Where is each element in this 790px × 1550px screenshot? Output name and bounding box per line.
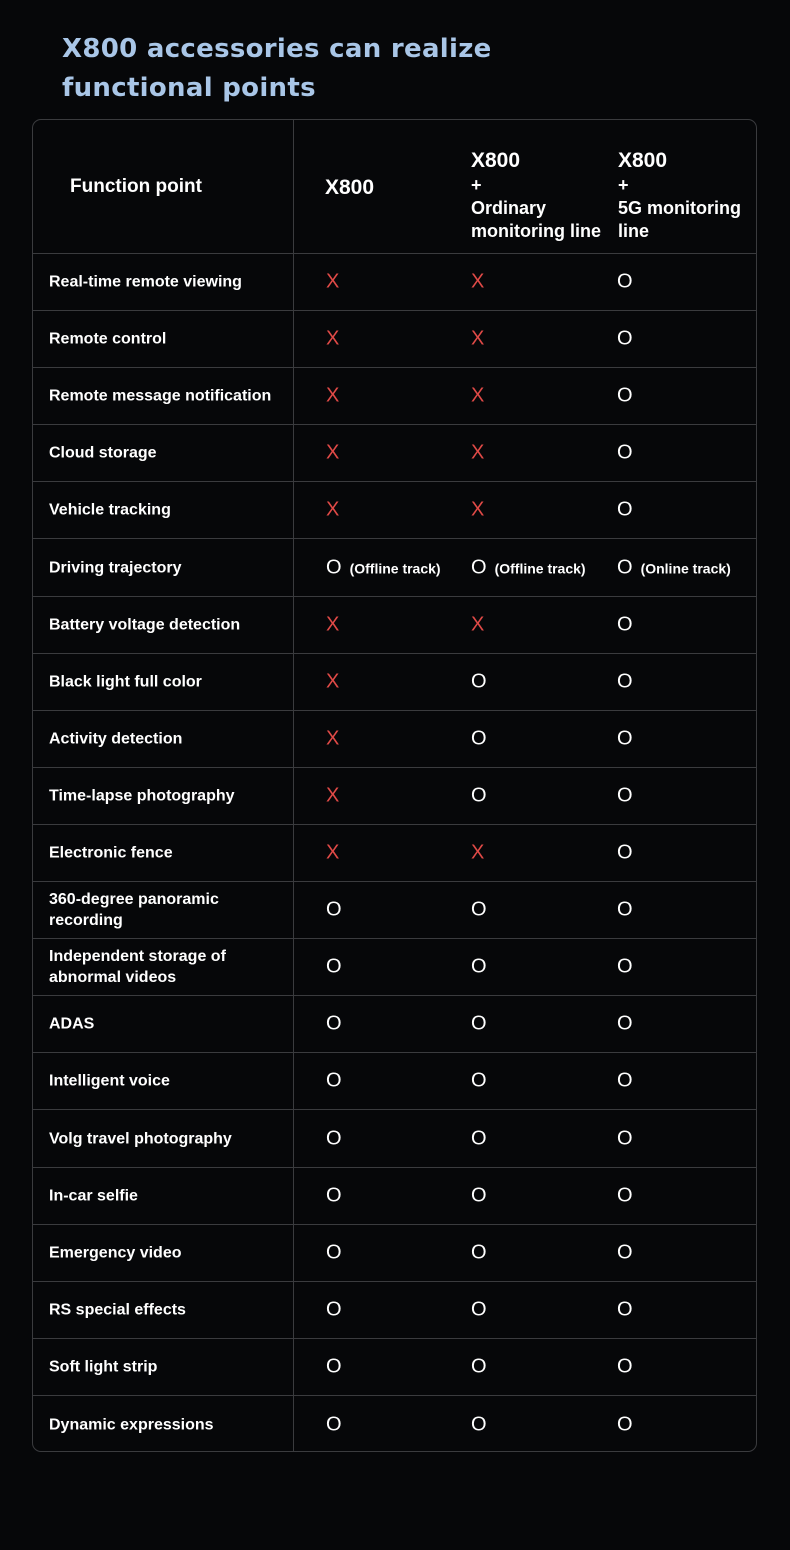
supported-mark [326,1355,342,1378]
mark-symbol: O [471,727,487,750]
mark-symbol: O [617,556,633,579]
mark-symbol: O [471,955,487,978]
mark-symbol: O [617,1241,633,1264]
supported-mark [617,328,633,351]
mark-symbol: X [326,327,340,350]
mark-symbol: X [326,841,340,864]
header-function-point: Function point [70,176,202,197]
unsupported-mark [471,842,484,865]
unsupported-mark [326,271,339,294]
mark-symbol: X [326,270,340,293]
header-col1-model: X800 [325,176,375,199]
table-row [33,825,756,882]
supported-mark [471,1298,487,1321]
mark-symbol: O [617,784,633,807]
header-col2-plus: + [471,175,482,195]
unsupported-mark [471,385,484,408]
mark-symbol: O [617,498,633,521]
title-line-1: X800 accessories can realize [62,34,492,64]
supported-mark [617,842,633,865]
unsupported-mark [326,385,339,408]
mark-symbol: O [617,441,633,464]
table-row [33,540,756,597]
header-col2-line2: monitoring line [471,221,601,241]
supported-mark [471,727,487,750]
table-row [33,996,756,1053]
mark-symbol: X [326,727,340,750]
function-name: Activity detection [49,730,183,748]
supported-mark [617,613,633,636]
unsupported-mark [326,442,339,465]
supported-mark [471,1127,487,1150]
mark-symbol: O [326,898,342,921]
supported-mark [617,784,633,807]
mark-symbol: O [326,1355,342,1378]
header-col-5g [618,148,741,243]
mark-symbol: O [471,898,487,921]
mark-symbol: O [471,784,487,807]
unsupported-mark [326,613,339,636]
supported-mark [326,1070,342,1093]
function-name: Volg travel photography [49,1130,232,1148]
comparison-table [32,119,757,1452]
header-col-ordinary [471,148,601,243]
title-line-2: functional points [62,73,316,103]
supported-mark [471,1355,487,1378]
table-row [33,368,756,425]
mark-symbol: O [617,613,633,636]
supported-mark [617,442,633,465]
function-name: Black light full color [49,673,202,691]
header-col2-model: X800 [471,149,521,172]
mark-symbol: X [471,613,485,636]
supported-mark [326,1184,342,1207]
table-row [33,1282,756,1339]
mark-symbol: O [471,1184,487,1207]
mark-symbol: X [471,841,485,864]
mark-symbol: O [617,1127,633,1150]
mark-symbol: O [617,1413,633,1436]
mark-symbol: O [471,1355,487,1378]
table-row [33,711,756,768]
mark-symbol: O [471,1127,487,1150]
supported-mark [471,1184,487,1207]
supported-mark [471,956,487,979]
mark-symbol: O [617,270,633,293]
mark-symbol: O [326,955,342,978]
supported-mark [617,1184,633,1207]
function-name: Cloud storage [49,444,157,462]
mark-symbol: O [471,670,487,693]
mark-symbol: O [471,556,487,579]
mark-symbol: X [471,498,485,521]
supported-mark [326,1241,342,1264]
function-name: Remote message notification [49,387,272,405]
mark-symbol: X [326,441,340,464]
track-note: (Offline track) [494,560,586,577]
supported-mark [471,899,487,922]
supported-mark [326,1413,342,1436]
mark-symbol: O [326,1413,342,1436]
supported-mark [471,556,586,579]
table-row [33,597,756,654]
page-title [62,30,662,108]
supported-mark [326,1127,342,1150]
function-name: Electronic fence [49,844,173,862]
mark-symbol: X [471,327,485,350]
unsupported-mark [326,727,339,750]
supported-mark [471,1413,487,1436]
mark-symbol: O [617,1355,633,1378]
header-col3-plus: + [618,175,629,195]
table-row [33,1225,756,1282]
supported-mark [617,1013,633,1036]
supported-mark [471,670,487,693]
mark-symbol: X [471,441,485,464]
unsupported-mark [326,499,339,522]
mark-symbol: O [326,1298,342,1321]
supported-mark [326,1013,342,1036]
unsupported-mark [471,499,484,522]
mark-symbol: X [471,270,485,293]
header-col-x800 [325,175,374,201]
unsupported-mark [326,784,339,807]
supported-mark [617,899,633,922]
function-name: In-car selfie [49,1187,138,1205]
mark-symbol: X [326,498,340,521]
mark-symbol: O [471,1298,487,1321]
mark-symbol: O [326,1127,342,1150]
mark-symbol: O [617,1069,633,1092]
supported-mark [326,899,342,922]
table-row [33,939,756,996]
function-name: Driving trajectory [49,559,182,577]
unsupported-mark [471,613,484,636]
unsupported-mark [471,442,484,465]
function-name: Remote control [49,330,167,348]
supported-mark [617,1413,633,1436]
table-row [33,1168,756,1225]
header-col3-model: X800 [618,149,668,172]
table-row [33,311,756,368]
mark-symbol: O [617,1298,633,1321]
mark-symbol: O [471,1241,487,1264]
function-name: Emergency video [49,1244,182,1262]
table-row [33,254,756,311]
mark-symbol: O [617,327,633,350]
unsupported-mark [326,842,339,865]
function-name: Real-time remote viewing [49,273,242,291]
mark-symbol: O [617,1184,633,1207]
supported-mark [471,1070,487,1093]
mark-symbol: O [471,1413,487,1436]
mark-symbol: O [617,670,633,693]
mark-symbol: X [326,670,340,693]
unsupported-mark [471,271,484,294]
mark-symbol: O [326,1012,342,1035]
mark-symbol: O [326,1069,342,1092]
supported-mark [326,1298,342,1321]
mark-symbol: O [326,1184,342,1207]
function-name: ADAS [49,1015,95,1033]
track-note: (Offline track) [349,560,441,577]
mark-symbol: O [617,898,633,921]
supported-mark [617,385,633,408]
function-name: Soft light strip [49,1358,158,1376]
function-name: Battery voltage detection [49,616,241,634]
supported-mark [471,1241,487,1264]
table-row [33,425,756,482]
table-header [33,120,756,254]
table-row [33,482,756,539]
table-row [33,1339,756,1396]
mark-symbol: O [617,841,633,864]
function-name: RS special effects [49,1301,186,1319]
supported-mark [617,727,633,750]
table-row [33,1396,756,1452]
table-row [33,1111,756,1168]
supported-mark [471,784,487,807]
supported-mark [326,556,441,579]
supported-mark [617,271,633,294]
function-name: Vehicle tracking [49,501,171,519]
supported-mark [617,956,633,979]
table-row [33,882,756,939]
supported-mark [617,556,731,579]
header-col2-line1: Ordinary [471,198,547,218]
supported-mark [471,1013,487,1036]
supported-mark [617,1127,633,1150]
supported-mark [617,1355,633,1378]
function-name: Intelligent voice [49,1072,170,1090]
supported-mark [326,956,342,979]
supported-mark [617,1298,633,1321]
mark-symbol: X [326,613,340,636]
table-row [33,1053,756,1110]
function-name: Time-lapse photography [49,787,235,805]
supported-mark [617,670,633,693]
header-col3-line2: line [618,221,650,241]
supported-mark [617,1241,633,1264]
mark-symbol: O [471,1012,487,1035]
header-col3-line1: 5G monitoring [618,198,741,218]
mark-symbol: X [471,384,485,407]
mark-symbol: O [617,727,633,750]
unsupported-mark [471,328,484,351]
mark-symbol: O [617,1012,633,1035]
mark-symbol: O [617,384,633,407]
mark-symbol: O [471,1069,487,1092]
table-row [33,768,756,825]
supported-mark [617,499,633,522]
unsupported-mark [326,670,339,693]
unsupported-mark [326,328,339,351]
mark-symbol: O [617,955,633,978]
mark-symbol: X [326,384,340,407]
track-note: (Online track) [640,560,731,577]
mark-symbol: O [326,1241,342,1264]
function-name: Independent storage of abnormal videos [49,948,226,987]
mark-symbol: X [326,784,340,807]
supported-mark [617,1070,633,1093]
function-name: 360-degree panoramic recording [49,891,219,930]
mark-symbol: O [326,556,342,579]
table-row [33,654,756,711]
function-name: Dynamic expressions [49,1416,214,1434]
